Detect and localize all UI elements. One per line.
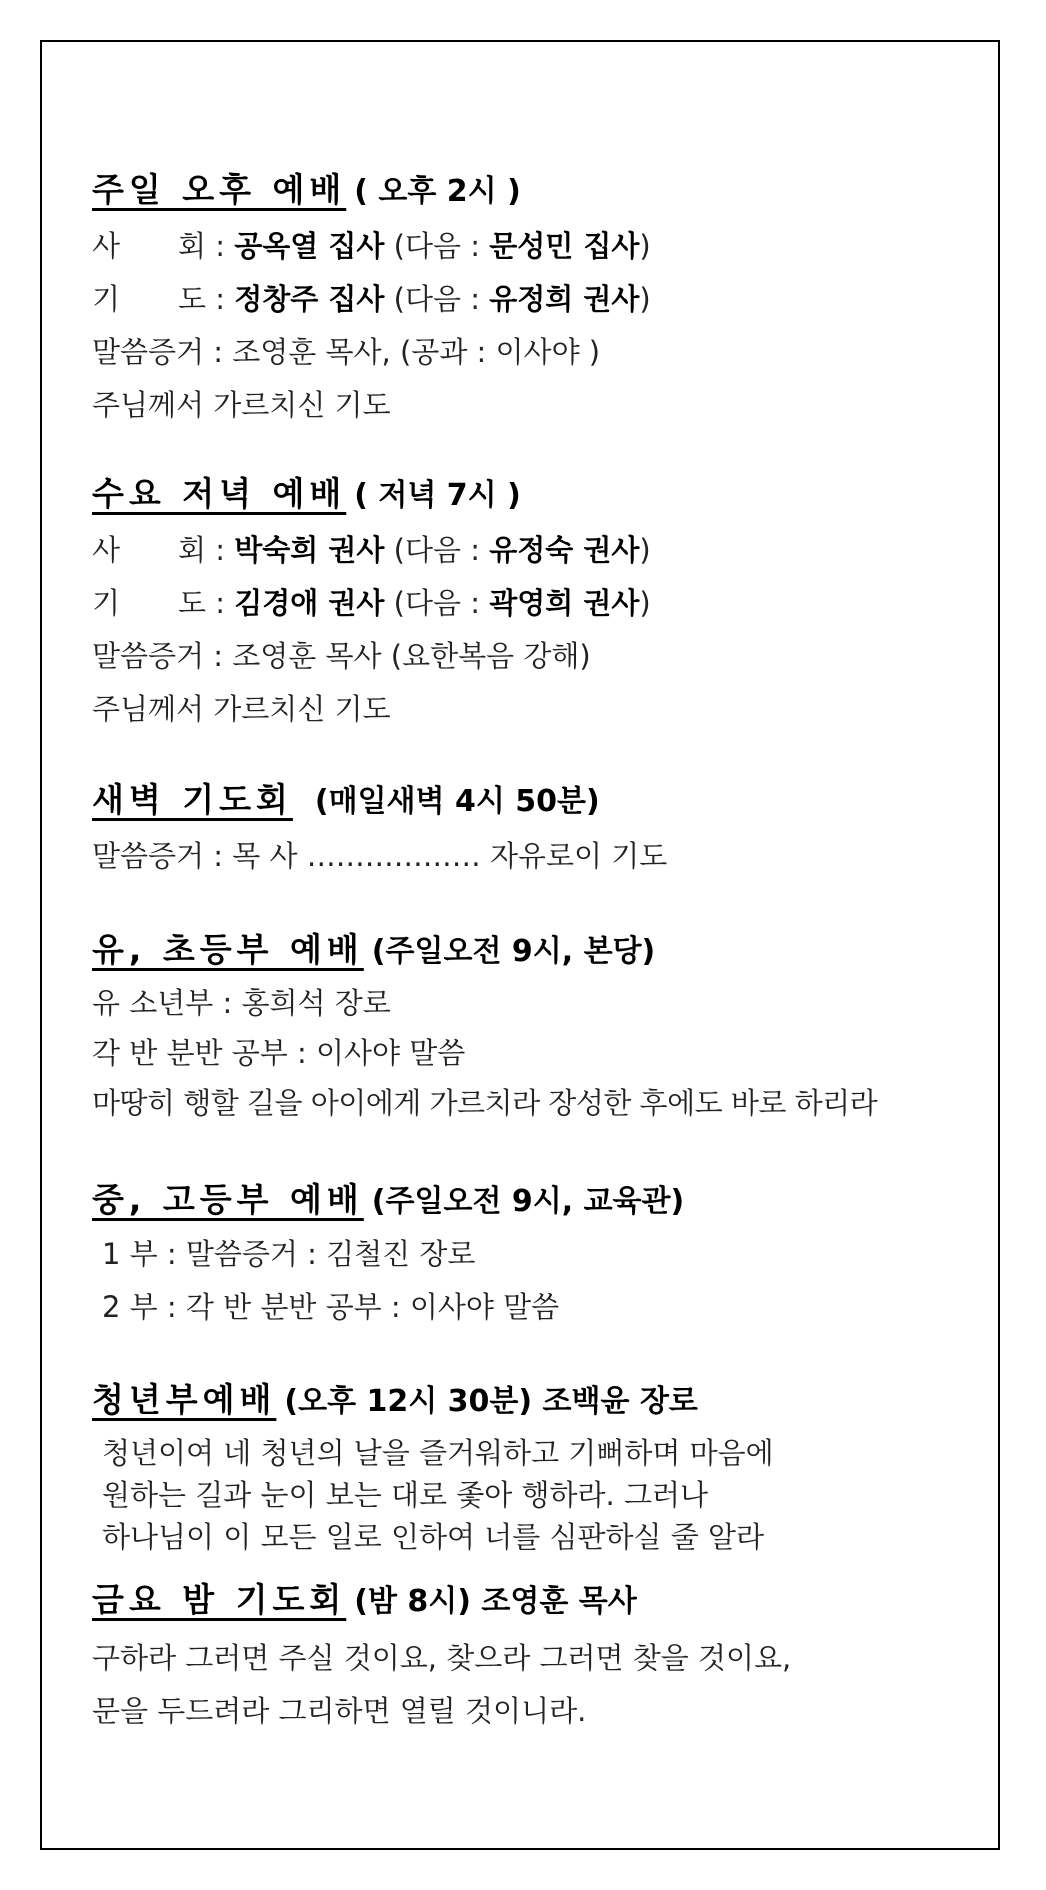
next-prayer-name: 곽영희 권사	[489, 586, 640, 620]
presider-line: 사 회 : 박숙희 권사 (다음 : 유정숙 권사)	[92, 533, 651, 567]
section-title: 유, 초등부 예배	[92, 930, 364, 969]
presider-line: 사 회 : 공옥열 집사 (다음 : 문성민 집사)	[92, 229, 651, 263]
section-time: (주일오전 9시, 본당)	[371, 934, 656, 969]
prayer-line: 기 도 : 김경애 권사 (다음 : 곽영희 권사)	[92, 586, 651, 620]
section-heading	[92, 930, 877, 972]
section-time: (오후 12시 30분) 조백윤 장로	[284, 1384, 698, 1419]
section-time: (밤 8시) 조영훈 목사	[354, 1584, 637, 1619]
verse-line: 하나님이 이 모든 일로 인하여 너를 심판하실 줄 알라	[102, 1520, 765, 1554]
sermon-line: 말씀증거 : 목 사 ……………… 자유로이 기도	[92, 839, 668, 873]
section-heading	[92, 780, 667, 822]
section-title: 주일 오후 예배	[92, 170, 347, 209]
closing-prayer-line: 주님께서 가르치신 기도	[92, 692, 391, 726]
verse-line: 구하라 그러면 주실 것이요, 찾으라 그러면 찾을 것이요,	[92, 1641, 792, 1675]
bulletin-page	[40, 40, 1000, 1850]
section-heading	[92, 1580, 791, 1622]
section-title: 중, 고등부 예배	[92, 1180, 364, 1219]
next-presider-name: 유정숙 권사	[489, 533, 640, 567]
section-children	[92, 930, 877, 1128]
verse-line: 청년이여 네 청년의 날을 즐거워하고 기뻐하며 마음에	[102, 1436, 774, 1470]
leader-line: 유 소년부 : 홍희석 장로	[92, 986, 391, 1020]
section-sunday-afternoon	[92, 170, 651, 432]
section-friday-prayer	[92, 1580, 791, 1738]
next-presider-name: 문성민 집사	[489, 229, 640, 263]
verse-line: 원하는 길과 눈이 보는 대로 좇아 행하라. 그러나	[102, 1478, 709, 1512]
part2-line: 2 부 : 각 반 분반 공부 : 이사야 말씀	[102, 1290, 560, 1324]
closing-prayer-line: 주님께서 가르치신 기도	[92, 388, 391, 422]
next-prayer-name: 유정희 권사	[489, 282, 640, 316]
section-title: 새벽 기도회	[92, 780, 293, 819]
section-time: (매일새벽 4시 50분)	[314, 784, 600, 819]
section-time: (주일오전 9시, 교육관)	[371, 1184, 685, 1219]
prayer-line: 기 도 : 정창주 집사 (다음 : 유정희 권사)	[92, 282, 651, 316]
sermon-line: 말씀증거 : 조영훈 목사 (요한복음 강해)	[92, 639, 591, 673]
presider-name: 박숙희 권사	[234, 533, 385, 567]
section-title: 청년부예배	[92, 1380, 277, 1419]
sermon-line: 말씀증거 : 조영훈 목사, (공과 : 이사야 )	[92, 335, 601, 369]
section-heading	[92, 1180, 684, 1222]
section-youth	[92, 1380, 774, 1558]
section-time: ( 오후 2시 )	[354, 174, 521, 209]
prayer-name: 김경애 권사	[234, 586, 385, 620]
section-heading	[92, 170, 651, 212]
presider-name: 공옥열 집사	[234, 229, 385, 263]
verse-line: 마땅히 행할 길을 아이에게 가르치라 장성한 후에도 바로 하리라	[92, 1086, 878, 1120]
study-line: 각 반 분반 공부 : 이사야 말씀	[92, 1036, 466, 1070]
section-heading	[92, 1380, 774, 1422]
section-teens	[92, 1180, 684, 1334]
section-wednesday-evening	[92, 474, 651, 736]
section-title: 금요 밤 기도회	[92, 1580, 347, 1619]
section-dawn-prayer	[92, 780, 667, 883]
section-heading	[92, 474, 651, 516]
section-time: ( 저녁 7시 )	[354, 478, 521, 513]
prayer-name: 정창주 집사	[234, 282, 385, 316]
part1-line: 1 부 : 말씀증거 : 김철진 장로	[102, 1237, 476, 1271]
verse-line: 문을 두드려라 그리하면 열릴 것이니라.	[92, 1694, 587, 1728]
section-title: 수요 저녁 예배	[92, 474, 347, 513]
